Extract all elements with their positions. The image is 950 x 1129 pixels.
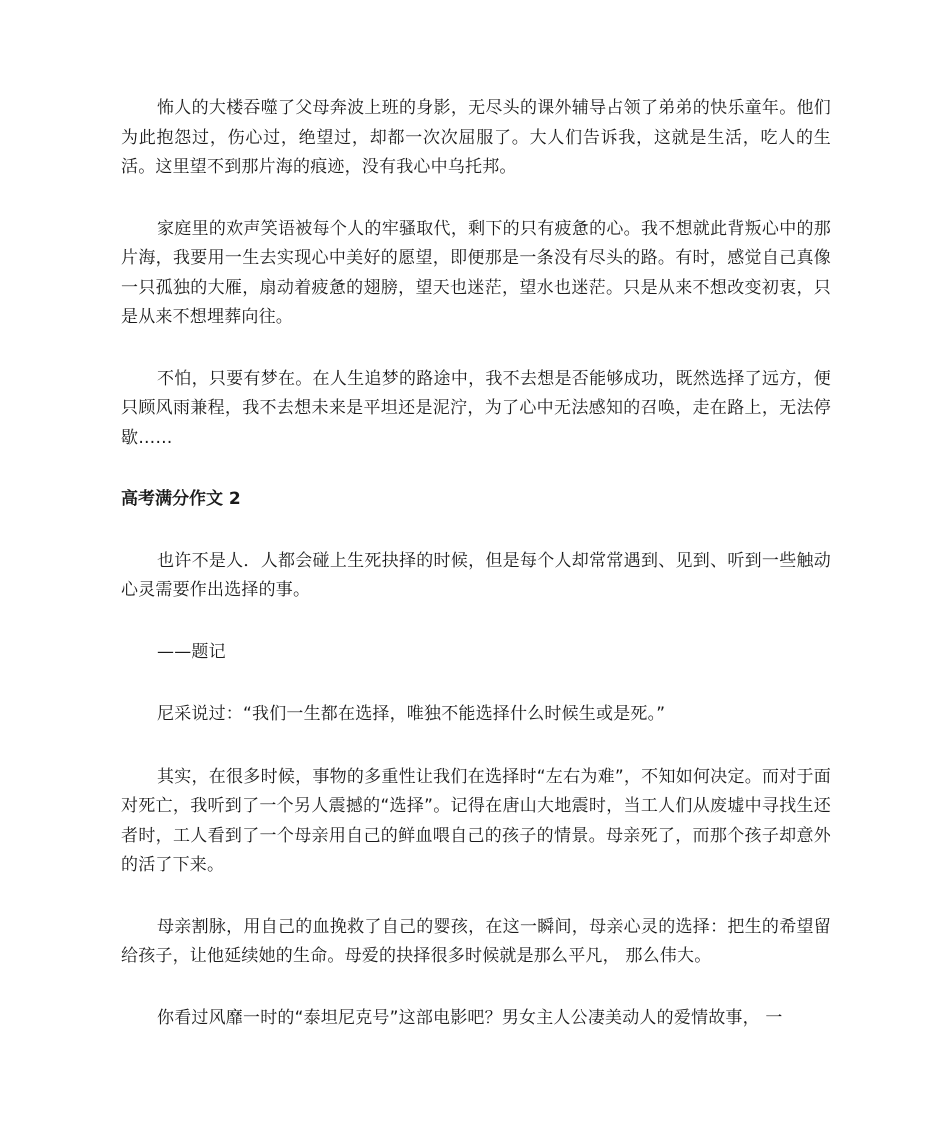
paragraph-1: 怖人的大楼吞噬了父母奔波上班的身影，无尽头的课外辅导占领了弟弟的快乐童年。他们为此抱怨过，伤心过，绝望过，却都一次次屈服了。大人们告诉我，这就是生活，吃人的生活。这里望不到那片海的痕迹，没有我心中乌托邦。 — [121, 98, 831, 177]
paragraph-5: 其实，在很多时候，事物的多重性让我们在选择时“左右为难”，不知如何决定。而对于面对死亡，我听到了一个另人震撼的“选择”。记得在唐山大地震时，当工人们从废墟中寻找生还者时，工人看到了一个母亲用自己的鲜血喂自己的孩子的情景。母亲死了，而那个孩子却意外的活了下来。 — [121, 766, 831, 875]
paragraph-7: 你看过风靡一时的“泰坦尼克号”这部电影吧？男女主人公凄美动人的爱情故事， 一 — [157, 1007, 783, 1028]
paragraph-2: 家庭里的欢声笑语被每个人的牢骚取代，剩下的只有疲惫的心。我不想就此背叛心中的那片海，我要用一生去实现心中美好的愿望，即便那是一条没有尽头的路。有时，感觉自己真像一只孤独的大雁，扇动着疲惫的翅膀，望天也迷茫，望水也迷茫。只是从来不想改变初衷，只是从来不想埋葬向往。 — [121, 218, 831, 327]
epigraph-attribution: ——题记 — [157, 641, 226, 662]
paragraph-6: 母亲割脉，用自己的血挽救了自己的婴孩，在这一瞬间，母亲心灵的选择：把生的希望留给孩子，让他延续她的生命。母爱的抉择很多时候就是那么平凡， 那么伟大。 — [121, 916, 831, 966]
section-title: 高考满分作文 2 — [121, 489, 241, 509]
paragraph-3: 不怕，只要有梦在。在人生追梦的路途中，我不去想是否能够成功，既然选择了远方，便只顾风雨兼程，我不去想未来是平坦还是泥泞，为了心中无法感知的召唤，走在路上，无法停歇…… — [121, 368, 831, 448]
paragraph-quote: 尼采说过：“我们一生都在选择，唯独不能选择什么时候生或是死。” — [157, 704, 666, 724]
paragraph-4: 也许不是人．人都会碰上生死抉择的时候，但是每个人却常常遇到、见到、听到一些触动心灵需要作出选择的事。 — [121, 550, 831, 600]
document-body — [121, 94, 831, 1065]
